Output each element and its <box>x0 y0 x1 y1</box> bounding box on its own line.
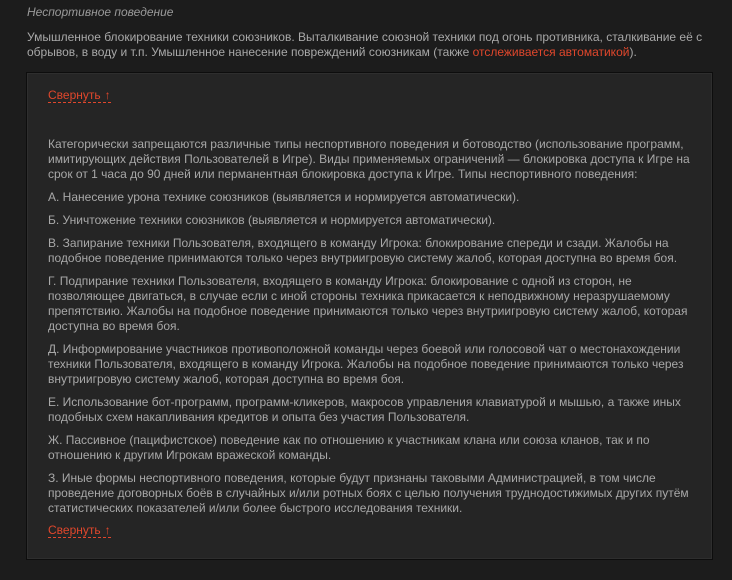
section-intro <box>27 30 717 60</box>
intro-end: ). <box>629 45 637 59</box>
rules-content <box>48 137 698 524</box>
rules-intro-paragraph: Категорически запрещаются различные типы неспортивного поведения и ботоводство (использование программ, имитирующих действия Пользователей в Игре). Виды применяемых ограничений — блокировка доступа к Игре на срок от 1 часа до 90 дней или перманентная блокировка доступа к Игре. Типы неспортивного поведения: <box>48 137 690 181</box>
rule-item-g: Г. Подпирание техники Пользователя, входящего в команду Игрока: блокирование с одной из сторон, не позволяющее двигаться, в случае если с иной стороны техника прикасается к неподвижному неразрушаемому препятствию. Жалобы на подобное поведение принимаются только через внутриигровую систему жалоб, которая доступна во время боя. <box>48 274 688 333</box>
collapse-label: Свернуть <box>48 523 101 537</box>
collapse-label: Свернуть <box>48 88 101 102</box>
rule-item-b: Б. Уничтожение техники союзников (выявляется и нормируется автоматически). <box>48 213 496 227</box>
rule-item-d: Д. Информирование участников противоположной команды через боевой или голосовой чат о местонахождении техники Пользователя, входящего в команду Игрока. Жалобы на подобное поведение принимаются только через внутриигровую систему жалоб, которая доступна во время боя. <box>48 342 684 386</box>
rule-item-z: З. Иные формы неспортивного поведения, которые будут признаны таковыми Администрацией, в том числе проведение договорных боёв в случайных и/или ротных боях с целью получения труднодостижимых других путём статистических показателей и/или более быстрого исследования техники. <box>48 471 689 515</box>
auto-tracking-link[interactable]: отслеживается автоматикой <box>472 45 630 59</box>
rule-item-v: В. Запирание техники Пользователя, входящего в команду Игрока: блокирование спереди и сзади. Жалобы на подобное поведение принимаются только через внутриигровую систему жалоб, которая доступна во время боя. <box>48 236 678 265</box>
collapse-link-bottom[interactable] <box>48 524 111 538</box>
rule-item-zh: Ж. Пассивное (пацифистское) поведение как по отношению к участникам клана или союза кланов, так и по отношению к другим Игрокам вражеской команды. <box>48 433 650 462</box>
section-title: Неспортивное поведение <box>27 5 174 19</box>
intro-text: Умышленное блокирование техники союзников. Выталкивание союзной техники под огонь противника, сталкивание её с обрывов, в воду и т.п. Умышленное нанесение повреждений союзникам (также <box>27 30 703 59</box>
collapse-link-top[interactable] <box>48 89 111 103</box>
arrow-up-icon: ↑ <box>104 523 111 537</box>
arrow-up-icon: ↑ <box>104 88 111 102</box>
rule-item-e: Е. Использование бот-программ, программ-кликеров, макросов управления клавиатурой и мышью, а также иных подобных схем накапливания кредитов и опыта без участия Пользователя. <box>48 395 681 424</box>
rule-item-a: А. Нанесение урона технике союзников (выявляется и нормируется автоматически). <box>48 190 520 204</box>
rules-panel <box>26 72 713 560</box>
